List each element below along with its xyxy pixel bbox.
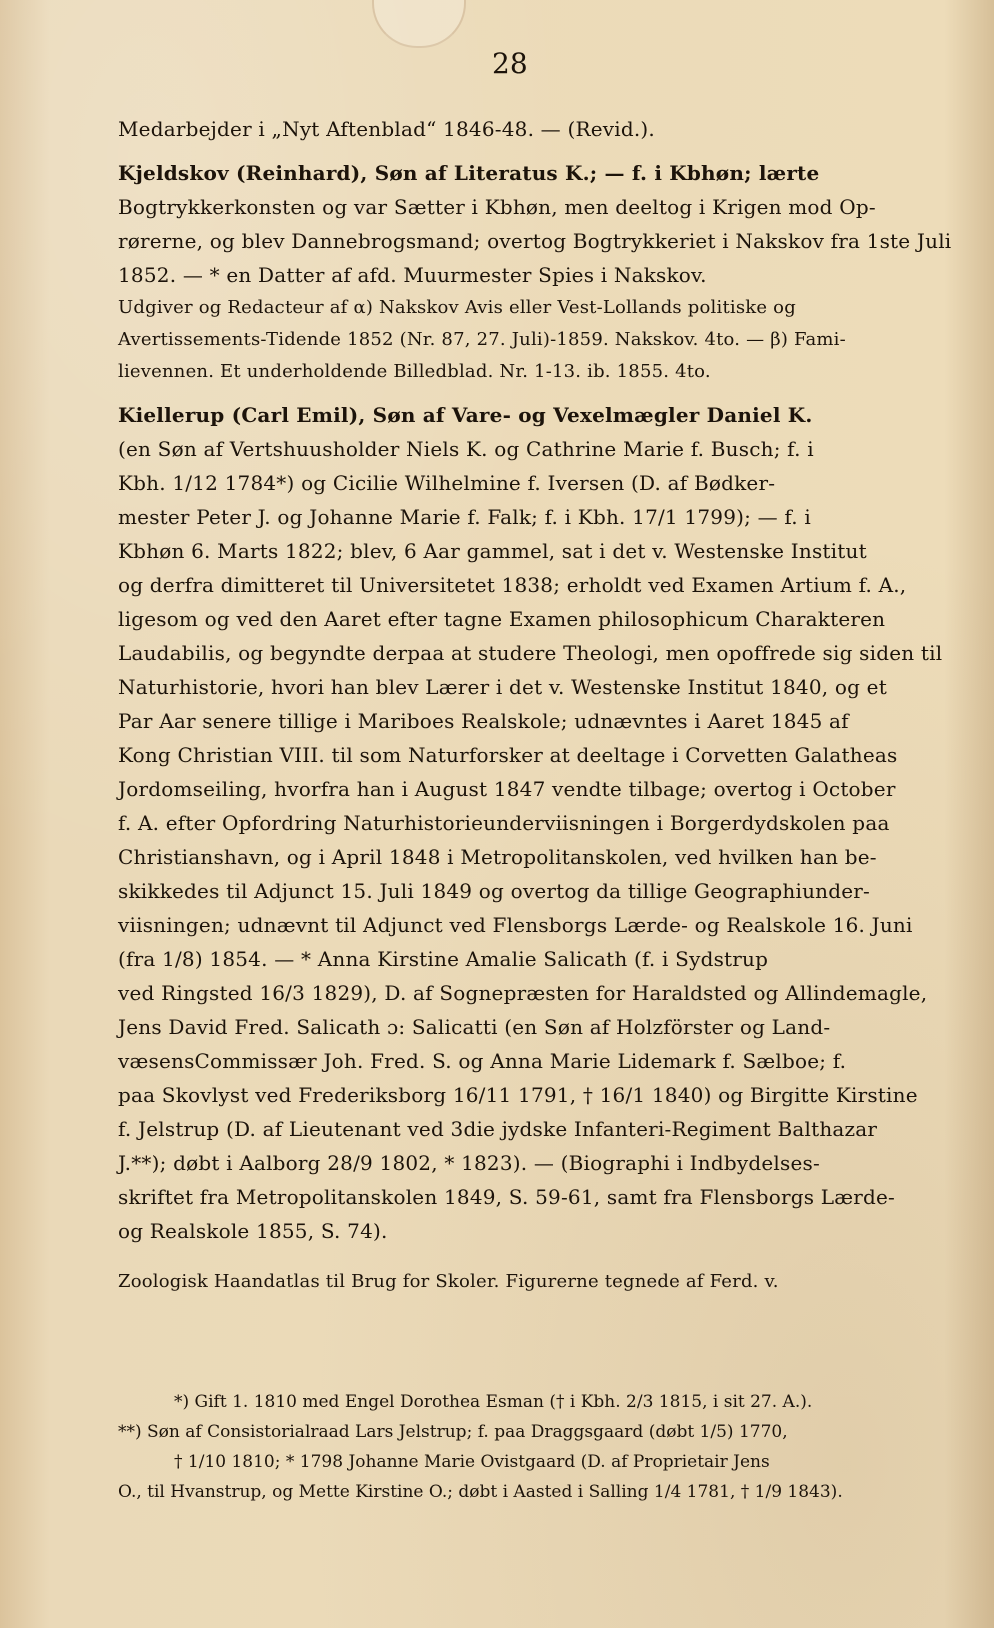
text-line: Kbhøn 6. Marts 1822; blev, 6 Aar gammel, sat i det v. Westenske Institut (118, 539, 867, 563)
text-line: Kong Christian VIII. til som Naturforsker at deeltage i Corvetten Galatheas (118, 743, 898, 767)
page-stain (372, 0, 466, 48)
text-line: Jordomseiling, hvorfra han i August 1847 vendte tilbage; overtog i October (118, 777, 896, 801)
text-line: Udgiver og Redacteur af α) Nakskov Avis eller Vest-Lollands politiske og (118, 297, 796, 318)
text-line: Jens David Fred. Salicath ɔ: Salicatti (en Søn af Holzförster og Land- (118, 1015, 831, 1039)
text-line: paa Skovlyst ved Frederiksborg 16/11 1791, † 16/1 1840) og Birgitte Kirstine (118, 1083, 918, 1107)
footnotes (118, 1387, 942, 1507)
text-line: 1852. — * en Datter af afd. Muurmester Spies i Nakskov. (118, 263, 707, 287)
text-line: væsensCommissær Joh. Fred. S. og Anna Marie Lidemark f. Sælboe; f. (118, 1049, 847, 1073)
text-line: f. Jelstrup (D. af Lieutenant ved 3die jydske Infanteri-Regiment Balthazar (118, 1117, 878, 1141)
text-line: ligesom og ved den Aaret efter tagne Examen philosophicum Charakteren (118, 607, 886, 631)
text-line: mester Peter J. og Johanne Marie f. Falk; f. i Kbh. 17/1 1799); — f. i (118, 505, 811, 529)
text-line: Par Aar senere tillige i Mariboes Realskole; udnævntes i Aaret 1845 af (118, 709, 849, 733)
text-line: Christianshavn, og i April 1848 i Metropolitanskolen, ved hvilken han be- (118, 845, 877, 869)
footnote-line: O., til Hvanstrup, og Mette Kirstine O.; døbt i Aasted i Salling 1/4 1781, † 1/9 1843). (118, 1482, 843, 1502)
text-line: Avertissements-Tidende 1852 (Nr. 87, 27. Juli)-1859. Nakskov. 4to. — β) Fami- (118, 329, 846, 350)
footnote-line: † 1/10 1810; * 1798 Johanne Marie Ovistgaard (D. af Proprietair Jens (174, 1452, 770, 1472)
text-line: Kbh. 1/12 1784*) og Cicilie Wilhelmine f. Iversen (D. af Bødker- (118, 471, 776, 495)
text-line: J.**); døbt i Aalborg 28/9 1802, * 1823). — (Biographi i Indbydelses- (118, 1151, 820, 1175)
text-line: og derfra dimitteret til Universitetet 1838; erholdt ved Examen Artium f. A., (118, 573, 907, 597)
text-line: rørerne, og blev Dannebrogsmand; overtog Bogtrykkeriet i Nakskov fra 1ste Juli (118, 229, 952, 253)
entry-heading-kjeldskov: Kjeldskov (Reinhard), Søn af Literatus K.; — f. i Kbhøn; lærte (118, 161, 820, 185)
text-line: Naturhistorie, hvori han blev Lærer i det v. Westenske Institut 1840, og et (118, 675, 887, 699)
text-line: f. A. efter Opfordring Naturhistorieunderviisningen i Borgerdydskolen paa (118, 811, 890, 835)
text-line: viisningen; udnævnt til Adjunct ved Flensborgs Lærde- og Realskole 16. Juni (118, 913, 913, 937)
text-line: (en Søn af Vertshuusholder Niels K. og Cathrine Marie f. Busch; f. i (118, 437, 814, 461)
text-line: Laudabilis, og begyndte derpaa at studere Theologi, men opoffrede sig siden til (118, 641, 943, 665)
publication-line: Zoologisk Haandatlas til Brug for Skoler. Figurerne tegnede af Ferd. v. (118, 1271, 779, 1292)
text-line: skikkedes til Adjunct 15. Juli 1849 og overtog da tillige Geographiunder- (118, 879, 870, 903)
footnote-line: **) Søn af Consistorialraad Lars Jelstrup; f. paa Draggsgaard (døbt 1/5) 1770, (118, 1422, 788, 1442)
text-line: Bogtrykkerkonsten og var Sætter i Kbhøn, men deeltog i Krigen mod Op- (118, 195, 876, 219)
text-line: ved Ringsted 16/3 1829), D. af Sognepræsten for Haraldsted og Allindemagle, (118, 981, 928, 1005)
entry-heading-kiellerup: Kiellerup (Carl Emil), Søn af Vare- og Vexelmægler Daniel K. (118, 403, 813, 427)
text-line: Medarbejder i „Nyt Aftenblad“ 1846-48. — (Revid.). (118, 117, 655, 141)
text-line: lievennen. Et underholdende Billedblad. Nr. 1-13. ib. 1855. 4to. (118, 361, 711, 382)
footnote-line: *) Gift 1. 1810 med Engel Dorothea Esman († i Kbh. 2/3 1815, i sit 27. A.). (174, 1392, 813, 1412)
text-line: og Realskole 1855, S. 74). (118, 1219, 388, 1243)
page-number: 28 (492, 47, 528, 80)
text-line: (fra 1/8) 1854. — * Anna Kirstine Amalie Salicath (f. i Sydstrup (118, 947, 769, 971)
text-line: skriftet fra Metropolitanskolen 1849, S. 59-61, samt fra Flensborgs Lærde- (118, 1185, 895, 1209)
main-text (118, 112, 952, 1298)
